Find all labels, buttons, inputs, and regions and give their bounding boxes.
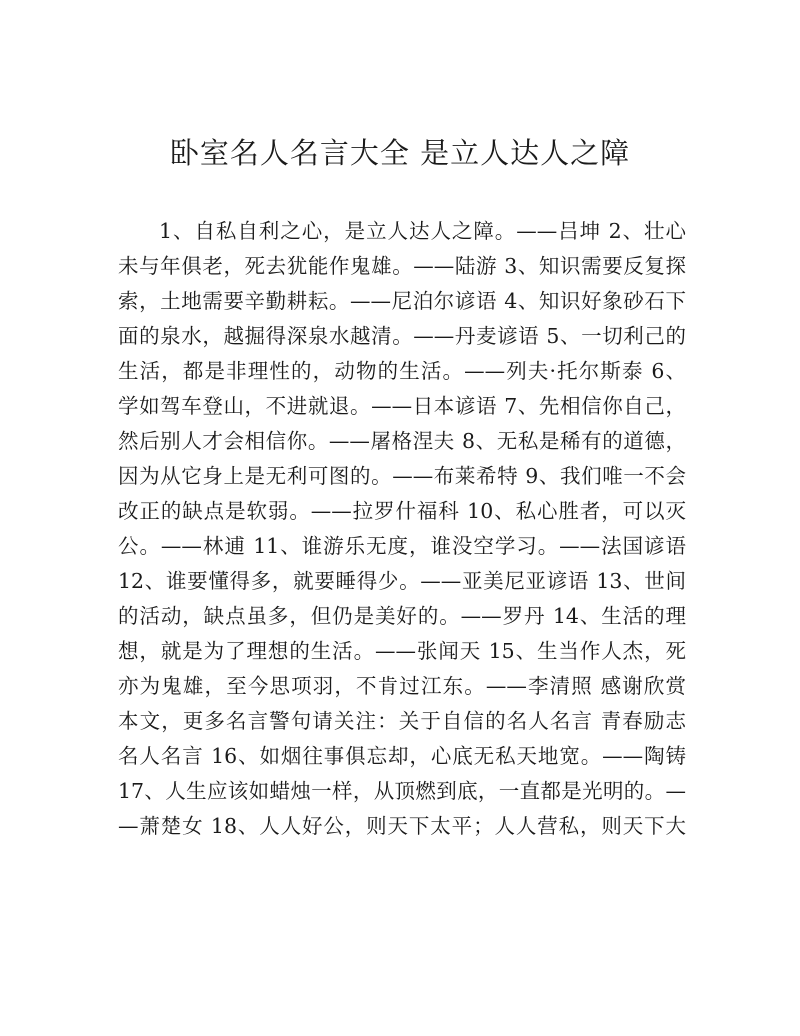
body-line: —萧楚女 18、人人好公，则天下太平；人人营私，则天下大 xyxy=(118,814,686,838)
body-line: 然后别人才会相信你。——屠格涅夫 8、无私是稀有的道德， xyxy=(118,429,686,453)
body-line: 12、谁要懂得多，就要睡得少。——亚美尼亚谚语 13、世间 xyxy=(118,569,686,593)
body-line: 学如驾车登山，不进就退。——日本谚语 7、先相信你自己， xyxy=(118,394,686,418)
body-line: 1、自私自利之心，是立人达人之障。——吕坤 2、壮心 xyxy=(159,219,686,243)
body-line: 索，土地需要辛勤耕耘。——尼泊尔谚语 4、知识好象砂石下 xyxy=(118,289,686,313)
document-body xyxy=(118,214,686,844)
body-line: 想，就是为了理想的生活。——张闻天 15、生当作人杰，死 xyxy=(118,639,686,663)
body-line: 未与年俱老，死去犹能作鬼雄。——陆游 3、知识需要反复探 xyxy=(118,254,686,278)
body-line: 17、人生应该如蜡烛一样，从顶燃到底，一直都是光明的。— xyxy=(118,779,686,803)
body-line: 的活动，缺点虽多，但仍是美好的。——罗丹 14、生活的理 xyxy=(118,604,686,628)
body-line: 面的泉水，越掘得深泉水越清。——丹麦谚语 5、一切利己的 xyxy=(118,324,686,348)
body-line: 因为从它身上是无利可图的。——布莱希特 9、我们唯一不会 xyxy=(118,464,686,488)
body-line: 改正的缺点是软弱。——拉罗什福科 10、私心胜者，可以灭 xyxy=(118,499,686,523)
body-line: 生活，都是非理性的，动物的生活。——列夫·托尔斯泰 6、 xyxy=(118,359,686,383)
body-line: 本文，更多名言警句请关注：关于自信的名人名言 青春励志 xyxy=(118,709,686,733)
body-line: 名人名言 16、如烟往事俱忘却，心底无私天地宽。——陶铸 xyxy=(118,744,686,768)
body-line: 亦为鬼雄，至今思项羽，不肯过江东。——李清照 感谢欣赏 xyxy=(118,674,686,698)
document-title: 卧室名人名言大全 是立人达人之障 xyxy=(169,136,631,170)
body-line: 公。——林逋 11、谁游乐无度，谁没空学习。——法国谚语 xyxy=(118,534,686,558)
